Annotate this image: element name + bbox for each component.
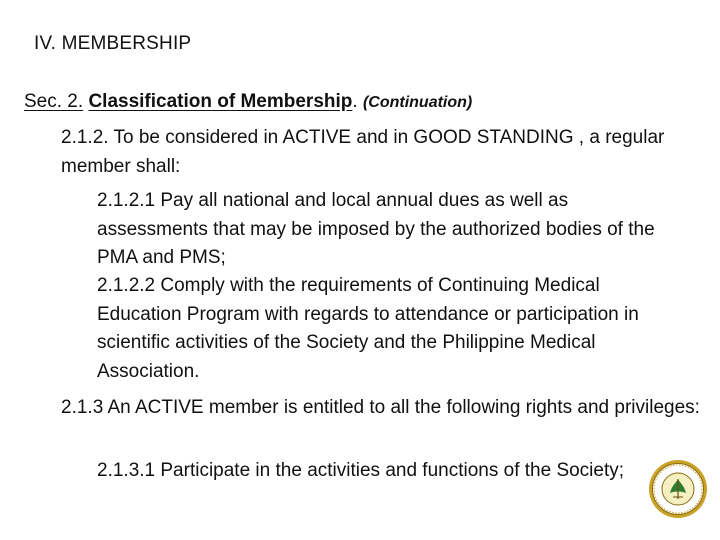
section-heading: IV. MEMBERSHIP: [34, 33, 192, 54]
clause-2-1-2: 2.1.2. To be considered in ACTIVE and in GOOD STANDING , a regular member shall:: [61, 127, 665, 177]
section-title: Classification of Membership: [88, 91, 353, 112]
section-title-period: .: [352, 91, 358, 112]
section-number: Sec. 2.: [24, 91, 84, 112]
society-seal-icon: [648, 459, 708, 519]
clause-2-1-2-2: 2.1.2.2 Comply with the requirements of Continuing Medical Education Program with regards to attendance or participation in scientific activities of the Society and the Philippine Medical Association.: [97, 275, 639, 382]
section-title-line: [24, 91, 472, 113]
clause-2-1-3: 2.1.3 An ACTIVE member is entitled to all the following rights and privileges:: [61, 397, 700, 418]
continuation-label: (Continuation): [362, 94, 473, 111]
clause-2-1-2-1: 2.1.2.1 Pay all national and local annual dues as well as assessments that may be imposed by the authorized bodies of the PMA and PMS;: [97, 190, 655, 269]
clause-2-1-3-1: 2.1.3.1 Participate in the activities and functions of the Society;: [97, 460, 625, 481]
